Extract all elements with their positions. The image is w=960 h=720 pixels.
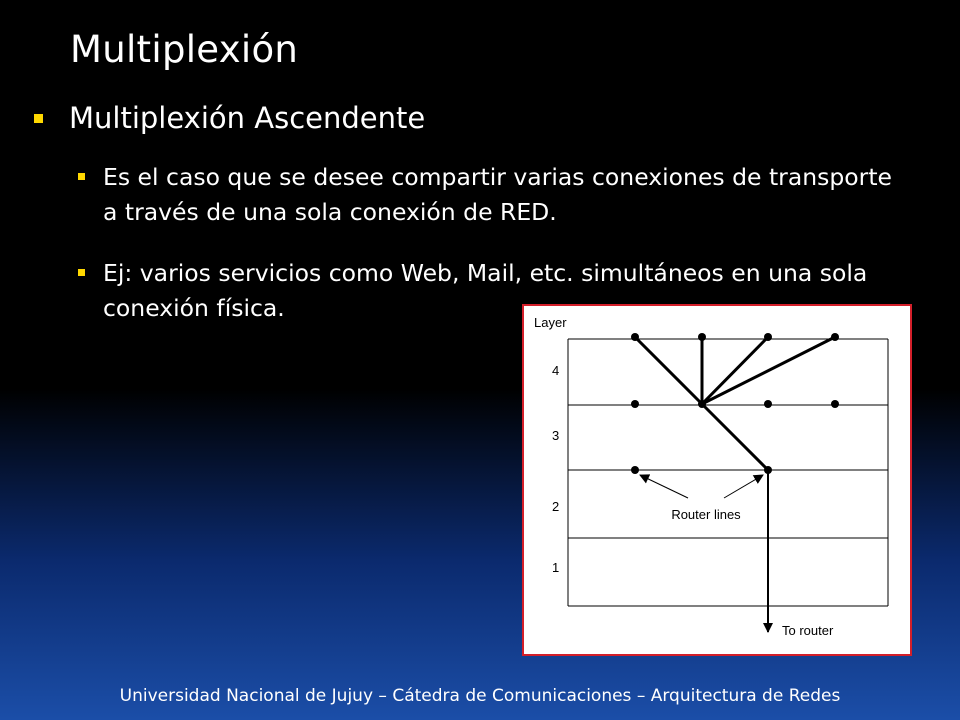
slide-footer: Universidad Nacional de Jujuy – Cátedra de Comunicaciones – Arquitectura de Redes: [119, 686, 841, 706]
connection-node: [698, 400, 706, 408]
layer-header: Layer: [534, 315, 567, 330]
connection-node: [631, 333, 639, 341]
connection-node: [831, 400, 839, 408]
connection-node: [764, 400, 772, 408]
connection-line: [702, 337, 768, 404]
connection-line: [635, 337, 702, 404]
main-bullet-text: Multiplexión Ascendente: [69, 101, 426, 135]
layer-number: 3: [552, 428, 560, 443]
sub-bullet-text: Es el caso que se desee compartir varias conexiones de transporte a través de una sola conexión de RED.: [103, 163, 893, 226]
annotation-arrow: [724, 475, 763, 498]
annotation-arrow: [640, 475, 688, 498]
connection-node: [698, 333, 706, 341]
multiplexing-diagram: [524, 306, 910, 654]
main-bullet: [34, 100, 914, 136]
slide-title: Multiplexión: [70, 28, 299, 71]
layer-number: 4: [552, 363, 560, 378]
bullet-marker-icon: [78, 269, 85, 276]
connection-node: [764, 466, 772, 474]
router-lines-label: Router lines: [671, 507, 741, 522]
sub-bullet-text: Ej: varios servicios como Web, Mail, etc. simultáneos en una sola conexión física.: [103, 259, 868, 322]
connection-line: [702, 404, 768, 470]
connection-node: [631, 466, 639, 474]
bullet-marker-icon: [34, 114, 43, 123]
layer-number: 1: [552, 560, 560, 575]
connection-node: [631, 400, 639, 408]
to-router-label: To router: [782, 623, 834, 638]
layer-number: 2: [552, 499, 560, 514]
sub-bullet: [78, 160, 908, 230]
diagram-canvas: [524, 306, 910, 654]
connection-line: [702, 337, 835, 404]
connection-node: [764, 333, 772, 341]
connection-node: [831, 333, 839, 341]
bullet-marker-icon: [78, 173, 85, 180]
